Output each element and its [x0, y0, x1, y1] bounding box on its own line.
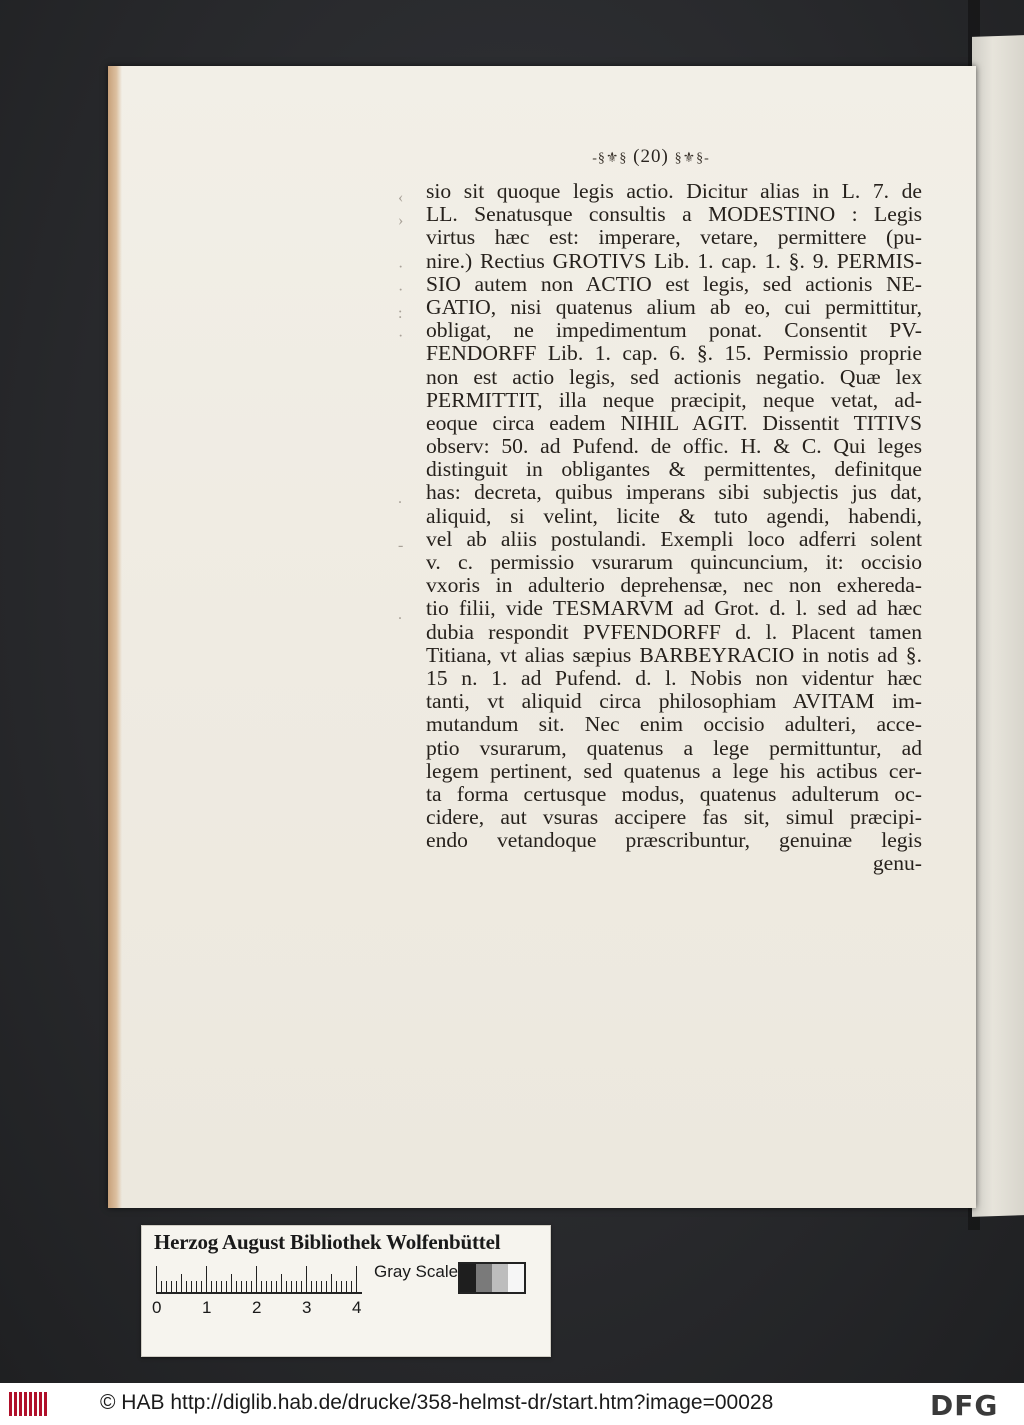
- ruler-tick: [336, 1281, 337, 1292]
- ruler-tick: [206, 1266, 207, 1292]
- gray-swatch: [460, 1264, 476, 1292]
- text-line: Titiana, vt alias sæpius BARBEYRACIO in notis ad §.: [426, 642, 922, 667]
- ruler-tick: [171, 1281, 172, 1292]
- ruler-tick: [186, 1281, 187, 1292]
- ruler-tick: [261, 1281, 262, 1292]
- page-number: (20): [633, 146, 669, 167]
- text-line: genu-: [872, 851, 922, 876]
- text-line: LL. Senatusque consultis a MODESTINO : Legis: [426, 202, 922, 227]
- text-line: dubia respondit PVFENDORFF d. l. Placent tamen: [426, 619, 922, 644]
- ruler-tick: [241, 1281, 242, 1292]
- text-line: vxoris in adulterio deprehensæ, nec non exhereda-: [426, 573, 922, 598]
- ruler-tick: [256, 1266, 257, 1292]
- text-line: PERMITTIT, illa neque præcipit, neque vetat, ad-: [426, 387, 922, 412]
- gray-scale-label: Gray Scale: [374, 1262, 459, 1281]
- ruler-tick: [266, 1281, 267, 1292]
- ruler-tick: [226, 1281, 227, 1292]
- page-fore-edge: [108, 66, 122, 1208]
- ruler-tick: [161, 1281, 162, 1292]
- ruler-tick: [281, 1274, 282, 1292]
- gray-swatch: [508, 1264, 524, 1292]
- ruler-tick: [356, 1266, 357, 1292]
- gray-swatch: [492, 1264, 508, 1292]
- text-line: vel ab aliis postulandi. Exempli loco adferri solent: [426, 526, 922, 551]
- ruler-tick: [211, 1281, 212, 1292]
- ruler-tick: [351, 1281, 352, 1292]
- text-line: distinguit in obligantes & permittentes, definitque: [426, 457, 922, 482]
- ruler-tick: [191, 1281, 192, 1292]
- library-name: Herzog August Bibliothek Wolfenbüttel: [154, 1230, 501, 1254]
- text-line: endo vetandoque præscribuntur, genuinæ legis: [426, 828, 922, 853]
- library-card: [141, 1225, 551, 1357]
- ruler-tick: [286, 1281, 287, 1292]
- footer-bar: [0, 1383, 1024, 1425]
- ruler-tick: [291, 1281, 292, 1292]
- ruler-tick: [271, 1281, 272, 1292]
- ruler-tick: [216, 1281, 217, 1292]
- text-line: legem pertinent, sed quatenus a lege his actibus cer-: [426, 758, 922, 783]
- ruler-tick: [341, 1281, 342, 1292]
- text-line: tio filii, vide TESMARVM ad Grot. d. l. sed ad hæc: [426, 596, 922, 621]
- ruler-tick: [246, 1281, 247, 1292]
- text-line: FENDORFF Lib. 1. cap. 6. §. 15. Permissio proprie: [426, 341, 922, 366]
- ruler-number: 2: [252, 1298, 262, 1317]
- text-line: non est actio legis, sed actionis negatio. Quæ lex: [426, 364, 922, 389]
- dfg-logo: DFG: [930, 1389, 999, 1422]
- text-line: obligat, ne impedimentum ponat. Consentit PV-: [426, 318, 922, 343]
- ruler-tick: [296, 1281, 297, 1292]
- text-line: eoque circa eadem NIHIL AGIT. Dissentit TITIVS: [426, 410, 922, 435]
- ruler-tick: [321, 1281, 322, 1292]
- text-line: v. c. permissio vsurarum quincuncium, it: occisio: [426, 550, 922, 574]
- ruler-number: 1: [202, 1298, 212, 1317]
- text-line: aliquid, si velint, licite & tuto agendi, habendi,: [426, 503, 922, 528]
- margin-show-through: ‹ › · · : · . - .: [398, 189, 404, 624]
- text-line: nire.) Rectius GROTIVS Lib. 1. cap. 1. §. 9. PERMIS-: [426, 248, 922, 273]
- text-line: GATIO, nisi quatenus alium ab eo, cui permittitur,: [426, 294, 922, 319]
- ruler-tick: [166, 1281, 167, 1292]
- text-line: SIO autem non ACTIO est legis, sed actionis NE-: [426, 271, 922, 296]
- ruler-tick: [156, 1266, 157, 1292]
- ruler-tick: [221, 1281, 222, 1292]
- text-line: ptio vsurarum, quatenus a lege permittuntur, ad: [426, 735, 922, 760]
- gray-swatch: [476, 1264, 492, 1292]
- ruler-tick: [326, 1281, 327, 1292]
- measurement-ruler: [156, 1264, 362, 1294]
- copyright-url[interactable]: © HAB http://diglib.hab.de/drucke/358-helmst-dr/start.htm?image=00028: [100, 1391, 774, 1414]
- ruler-number: 3: [302, 1298, 312, 1317]
- running-head: [566, 146, 736, 168]
- text-line: mutandum sit. Nec enim occisio adulteri, acce-: [426, 712, 922, 737]
- text-line: virtus hæc est: imperare, vetare, permittere (pu-: [426, 225, 922, 250]
- library-columns-icon: [8, 1390, 50, 1418]
- ruler-numbers: [152, 1298, 382, 1320]
- ruler-tick: [331, 1274, 332, 1292]
- text-line: tanti, vt aliquid circa philosophiam AVITAM im-: [426, 689, 922, 714]
- ruler-tick: [201, 1281, 202, 1292]
- ruler-tick: [236, 1281, 237, 1292]
- ruler-tick: [346, 1281, 347, 1292]
- text-line: has: decreta, quibus imperans sibi subjectis jus dat,: [426, 480, 922, 505]
- ruler-tick: [176, 1281, 177, 1292]
- ruler-tick: [276, 1281, 277, 1292]
- text-line: sio sit quoque legis actio. Dicitur alias in L. 7. de: [426, 179, 922, 203]
- ruler-tick: [231, 1274, 232, 1292]
- ruler-tick: [251, 1281, 252, 1292]
- ruler-tick: [301, 1281, 302, 1292]
- ruler-tick: [306, 1266, 307, 1292]
- left-ornament: -§⚜§: [592, 151, 628, 166]
- facing-page-edge: [972, 35, 1024, 1217]
- ruler-number: 4: [352, 1298, 362, 1317]
- body-text: [426, 180, 922, 876]
- ruler-tick: [181, 1274, 182, 1292]
- right-ornament: §⚜§-: [674, 151, 710, 166]
- text-line: cidere, aut vsuras accipere fas sit, simul præcipi-: [426, 805, 922, 830]
- ruler-tick: [316, 1281, 317, 1292]
- ruler-tick: [196, 1281, 197, 1292]
- text-line: 15 n. 1. ad Pufend. d. l. Nobis non videntur hæc: [426, 665, 922, 690]
- ruler-number: 0: [152, 1298, 162, 1317]
- ruler-tick: [311, 1281, 312, 1292]
- gray-scale-swatches: [458, 1262, 526, 1294]
- text-line: ta forma certusque modus, quatenus adulterum oc-: [426, 781, 922, 806]
- text-line: observ: 50. ad Pufend. de offic. H. & C. Qui leges: [426, 434, 922, 459]
